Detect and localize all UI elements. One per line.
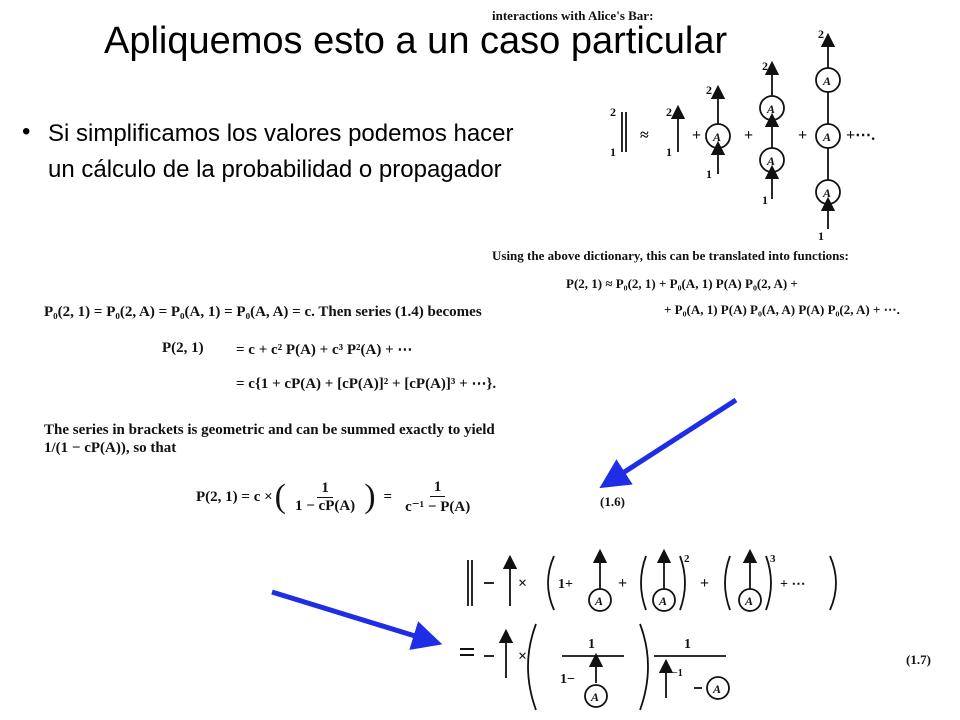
- diagram-equation-1-7: [454, 548, 854, 718]
- plus-sign: +: [744, 127, 754, 144]
- formula-line-2: + P₀(A, 1) P(A) P₀(A, A) P(A) P₀(2, A) + ⋯.: [664, 302, 900, 317]
- one-minus: 1−: [560, 672, 575, 687]
- scan-caption: Using the above dictionary, this can be translated into functions:: [492, 248, 849, 263]
- middle-line-2-lhs: P(2, 1): [162, 340, 204, 356]
- vertex-label: A: [767, 102, 776, 116]
- vertex-label: A: [591, 690, 600, 704]
- vertex-label: A: [823, 130, 832, 144]
- times-sign: ×: [518, 575, 528, 592]
- eq-lhs: P(2, 1) = c ×: [196, 488, 273, 505]
- ellipsis: + ⋯: [780, 577, 806, 592]
- end-top-label: 2: [706, 83, 712, 97]
- equation-number-1-6: (1.6): [600, 494, 625, 509]
- approx-sign: ≈: [640, 127, 649, 144]
- series-text-1: The series in brackets is geometric and can be summed exactly to yield: [44, 422, 495, 438]
- vertex-label: A: [713, 130, 722, 144]
- equals-bar-bottom: [460, 654, 474, 656]
- end-bottom-label: 1: [666, 145, 672, 159]
- bullet-dot: •: [22, 118, 31, 145]
- formula-line-1: P(2, 1) ≈ P₀(2, 1) + P₀(A, 1) P(A) P₀(2, A) +: [566, 276, 798, 291]
- end-bottom-label: 1: [818, 229, 824, 243]
- scan-header: interactions with Alice's Bar:: [492, 8, 654, 23]
- vertex-label: A: [745, 594, 754, 608]
- fraction-2: $\frac{1}{\text{c⁻¹ − P(A)}}$: [405, 478, 471, 515]
- equals-bar-top: [460, 648, 474, 650]
- arrow-to-equation-1-6: [612, 400, 736, 480]
- vertex-label: A: [595, 594, 604, 608]
- plus-sign: +: [700, 575, 710, 592]
- slide-title: Apliquemos esto a un caso particular: [104, 20, 728, 62]
- exponent-2: 2: [684, 553, 690, 565]
- end-top-label: 2: [666, 105, 672, 119]
- equation-number-1-7: (1.7): [906, 652, 931, 667]
- fraction-1: $\frac{1}{1 - cP(A)}$: [294, 479, 356, 514]
- end-top-label: 2: [610, 105, 616, 119]
- plus-sign: +: [618, 575, 628, 592]
- arrow-to-equation-1-7: [272, 592, 428, 640]
- vertex-label: A: [823, 186, 832, 200]
- vertex-label: A: [659, 594, 668, 608]
- numerator-1: 1: [588, 637, 595, 652]
- middle-line-2-rhs: = c + c² P(A) + c³ P²(A) + ⋯: [236, 342, 413, 358]
- end-bottom-label: 1: [610, 145, 616, 159]
- exponent-3: 3: [770, 553, 776, 565]
- plus-sign: +: [692, 127, 702, 144]
- end-bottom-label: 1: [762, 193, 768, 207]
- middle-line-1: P₀(2, 1) = P₀(2, A) = P₀(A, 1) = P₀(A, A) = c. Then series (1.4) becomes: [44, 304, 482, 320]
- end-bottom-label: 1: [706, 167, 712, 181]
- middle-line-3-rhs: = c{1 + cP(A) + [cP(A)]² + [cP(A)]³ + ⋯}.: [236, 376, 497, 392]
- feynman-series-diagram: [600, 24, 930, 244]
- times-sign: ×: [518, 648, 528, 665]
- one-plus: 1+: [558, 577, 573, 592]
- minus-one-exponent: −1: [672, 668, 683, 679]
- bullet-text: Si simplificamos los valores podemos hacer un cálculo de la probabilidad o propagador: [48, 120, 514, 183]
- vertex-label: A: [767, 154, 776, 168]
- plus-sign: +: [798, 127, 808, 144]
- end-top-label: 2: [818, 27, 824, 41]
- end-top-label: 2: [762, 59, 768, 73]
- series-text-2: 1/(1 − cP(A)), so that: [44, 440, 177, 456]
- ellipsis: +⋯.: [846, 127, 876, 144]
- numerator-2: 1: [684, 637, 691, 652]
- vertex-label: A: [823, 74, 832, 88]
- equation-1-6: P(2, 1) = c × ( $\frac{1}{1 - cP(A)}$ ) = $\frac{1}{\text{c⁻¹ − P(A)}}$: [196, 478, 477, 516]
- vertex-label: A: [713, 682, 722, 696]
